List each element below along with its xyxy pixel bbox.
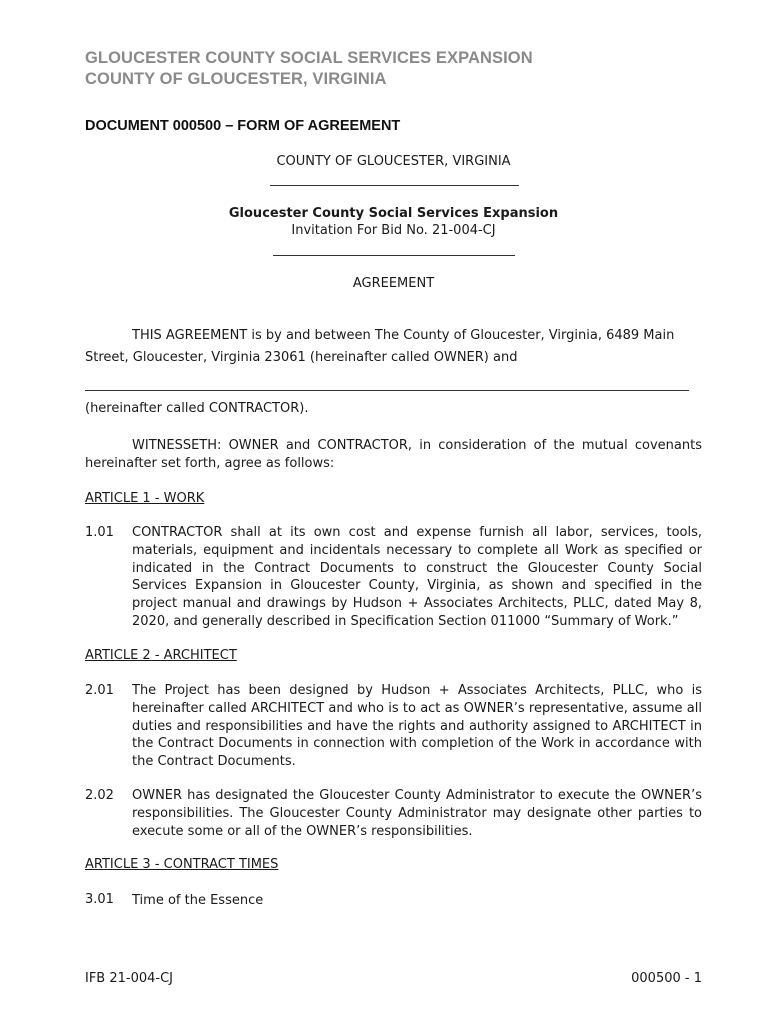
- agreement-heading: AGREEMENT: [352, 276, 435, 291]
- footer-bid-number: IFB 21-004-CJ: [85, 971, 174, 986]
- intro-line-1: THIS AGREEMENT is by and between The County of Gloucester, Virginia, 6489 Main: [132, 328, 675, 343]
- title-divider: [273, 255, 515, 256]
- clause-number: 1.01: [85, 525, 114, 540]
- footer-page-number: 000500 - 1: [631, 971, 702, 986]
- header-county: COUNTY OF GLOUCESTER, VIRGINIA: [85, 70, 387, 88]
- intro-line-2: Street, Gloucester, Virginia 23061 (hereinafter called OWNER) and: [85, 350, 518, 365]
- article-heading: ARTICLE 3 - CONTRACT TIMES: [85, 857, 279, 872]
- clause-text: CONTRACTOR shall at its own cost and expense furnish all labor, services, tools, materials, equipment and incidentals necessary to complete all Work as specified or indicated in the Contract Documents to construct the Gloucester County Social Services Expansion in Gloucester County, Virginia, as shown and specified in the project manual and drawings by Hudson + Associates Architects, PLLC, dated May 8, 2020, and generally described in Specification Section 011000 “Summary of Work.”: [132, 525, 702, 629]
- title-divider: [270, 185, 519, 186]
- clause-text: The Project has been designed by Hudson + Associates Architects, PLLC, who is hereinafter called ARCHITECT and who is to act as OWNER’s representative, assume all duties and responsibilities and have the rights and authority assigned to ARCHITECT in the Contract Documents in connection with completion of the Work in accordance with the Contract Documents.: [132, 683, 702, 770]
- title-bid-number: Invitation For Bid No. 21-004-CJ: [291, 223, 496, 238]
- title-county: COUNTY OF GLOUCESTER, VIRGINIA: [276, 154, 511, 169]
- clause-number: 3.01: [85, 892, 114, 907]
- article-heading: ARTICLE 1 - WORK: [85, 491, 205, 506]
- title-project: Gloucester County Social Services Expansion: [228, 206, 559, 221]
- header-project-name: GLOUCESTER COUNTY SOCIAL SERVICES EXPANSION: [85, 49, 533, 67]
- contractor-note: (hereinafter called CONTRACTOR).: [85, 401, 309, 416]
- clause-text: Time of the Essence: [132, 893, 264, 908]
- document-title: DOCUMENT 000500 – FORM OF AGREEMENT: [85, 118, 401, 134]
- clause-number: 2.02: [85, 788, 114, 803]
- clause-text: OWNER has designated the Gloucester County Administrator to execute the OWNER’s responsibilities. The Gloucester County Administrator may designate other parties to execute some or all of the OWNER’s responsibilities.: [132, 788, 702, 839]
- witnesseth-paragraph: WITNESSETH: OWNER and CONTRACTOR, in consideration of the mutual covenants hereinafter set forth, agree as follows:: [85, 438, 702, 471]
- clause-number: 2.01: [85, 683, 114, 698]
- article-heading: ARTICLE 2 - ARCHITECT: [85, 648, 237, 663]
- contractor-name-line: [85, 390, 689, 391]
